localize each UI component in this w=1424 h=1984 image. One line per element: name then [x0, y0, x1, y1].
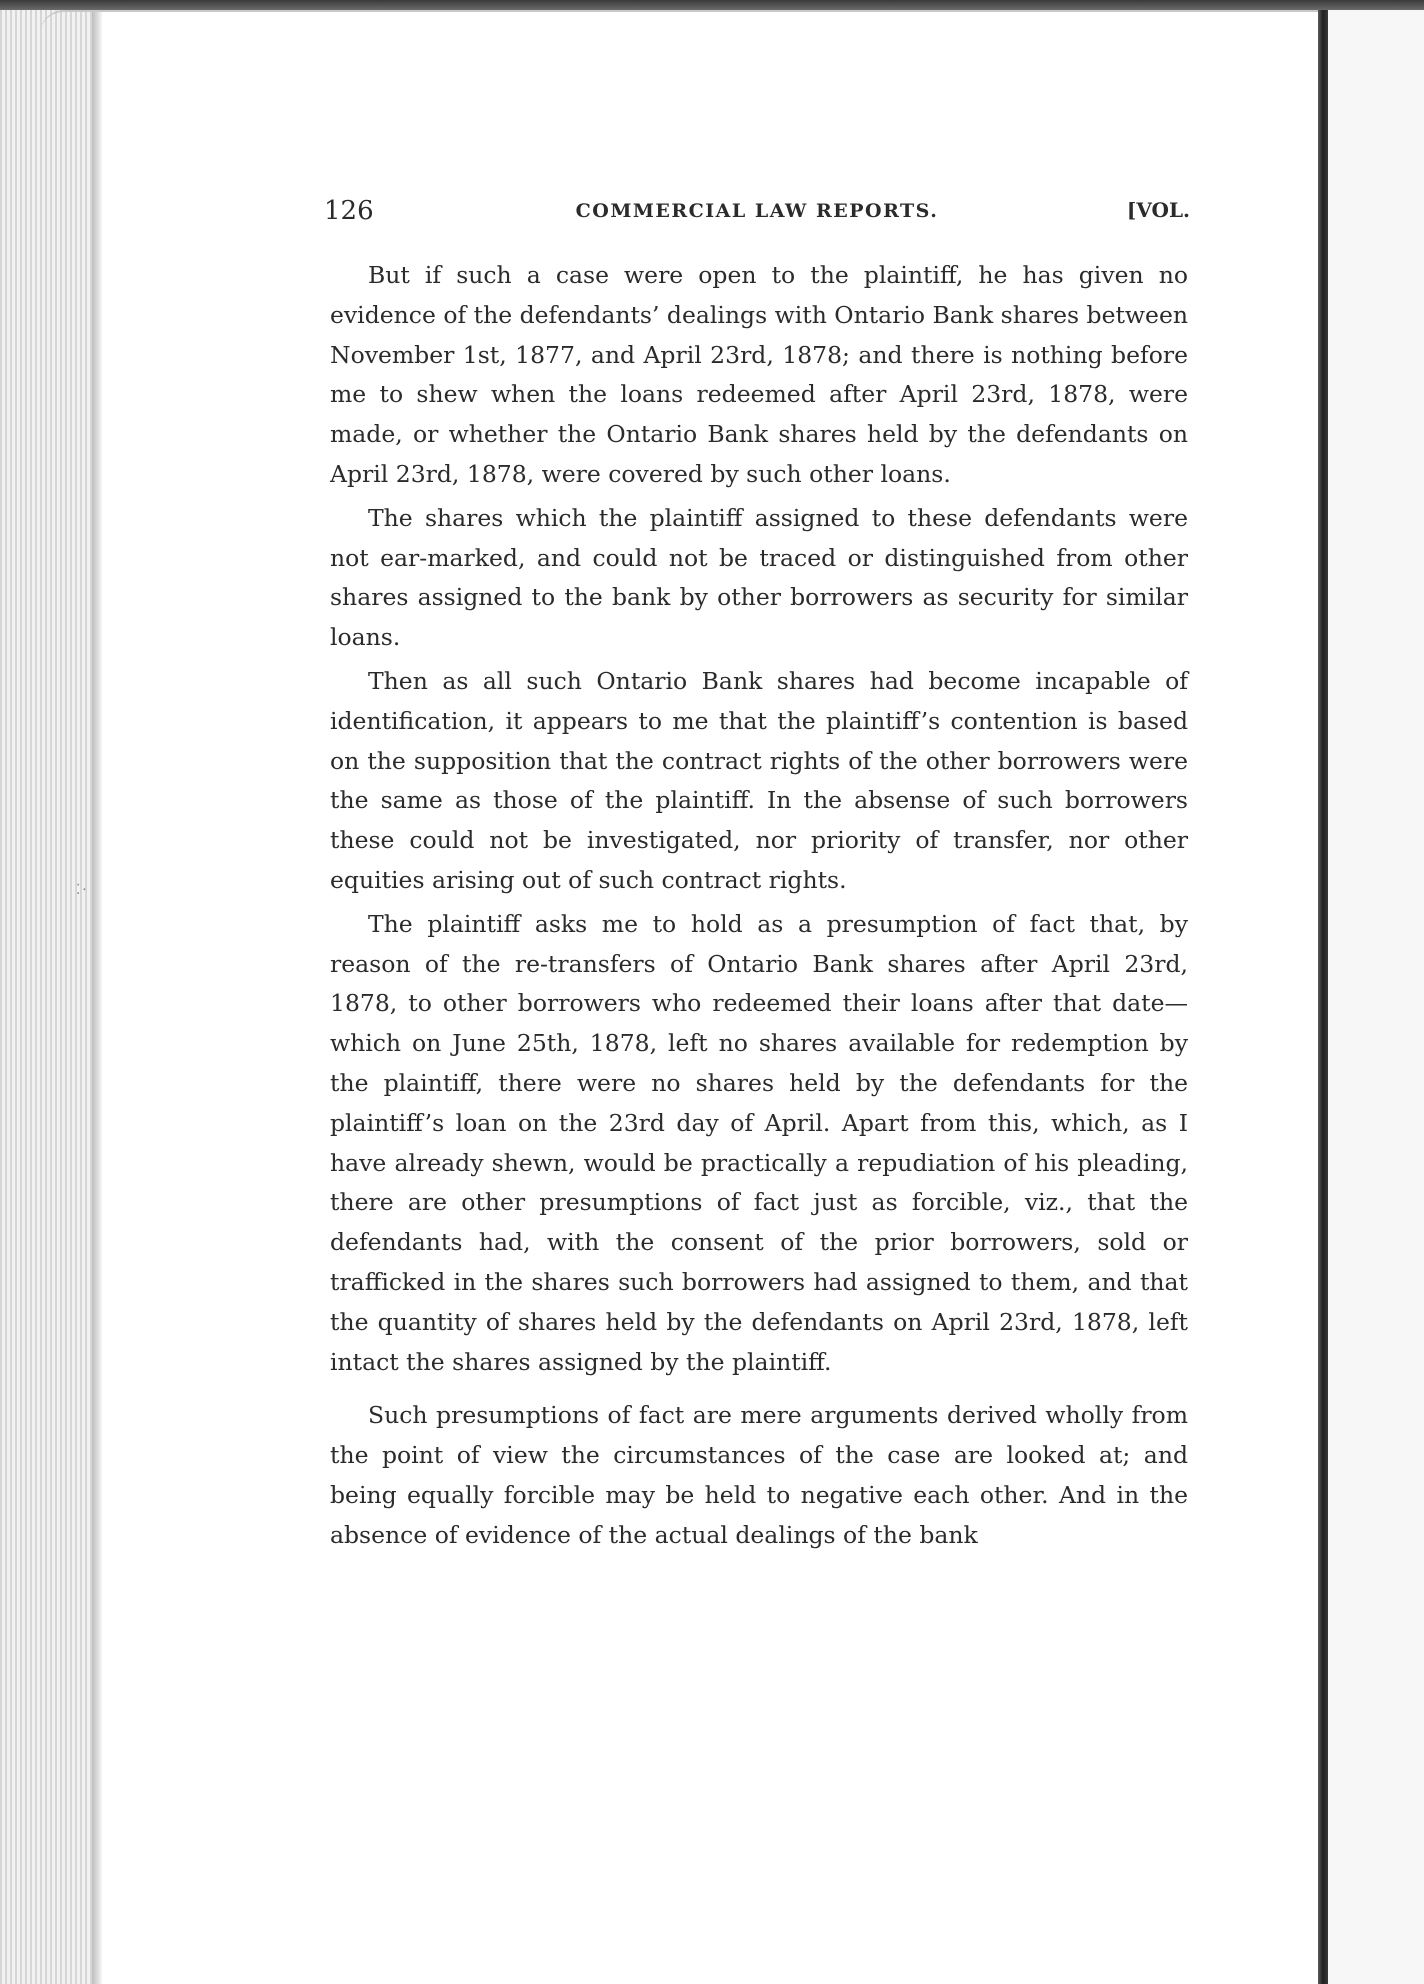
facing-page-edge — [1328, 10, 1424, 1984]
paragraph-4: The plaintiff asks me to hold as a presumption of fact that, by reason of the re-transfers of Ontario Bank shares after April 23rd, 1878, to other borrowers who redeemed their loans after that date—which on June 25th, 1878, left no shares available for redemption by the plaintiff, there were no shares held by the defendants for the plaintiff’s loan on the 23rd day of April. Apart from this, which, as I have already shewn, would be practically a repudiation of his pleading, there are other presumptions of fact just as forcible, viz., that the defendants had, with the consent of the prior borrowers, sold or trafficked in the shares such borrowers had assigned to them, and that the quantity of shares held by the defendants on April 23rd, 1878, left intact the shares assigned by the plaintiff. — [330, 909, 1188, 1376]
page-top-curve — [40, 10, 1320, 34]
running-header — [324, 196, 1190, 236]
paragraph-2: The shares which the plaintiff assigned to these defendants were not ear-marked, and could not be traced or distinguished from other shares assigned to the bank by other borrowers as security for similar loans. — [330, 503, 1188, 652]
running-title: COMMERCIAL LAW REPORTS. — [575, 200, 939, 222]
scan-top-edge — [0, 0, 1424, 10]
scan-speck: ⁚⸱ — [76, 882, 89, 898]
paragraph-1: But if such a case were open to the plaintiff, he has given no evidence of the defendants’ dealings with Ontario Bank shares between November 1st, 1877, and April 23rd, 1878; and there is nothing before me to shew when the loans redeemed after April 23rd, 1878, were made, or whether the Ontario Bank shares held by the defendants on April 23rd, 1878, were covered by such other loans. — [330, 261, 1188, 488]
volume-label: [VOL. — [1126, 198, 1190, 222]
page-stack-shadow — [92, 10, 102, 1984]
book-gutter — [1318, 10, 1328, 1984]
page-stack-edge — [0, 10, 92, 1984]
paragraph-5: Such presumptions of fact are mere arguments derived wholly from the point of view the circumstances of the case are looked at; and being equally forcible may be held to negative each other. And in the absence of evidence of the actual dealings of the bank — [330, 1401, 1188, 1549]
paragraph-3: Then as all such Ontario Bank shares had become incapable of identification, it appears to me that the plaintiff’s contention is based on the supposition that the contract rights of the other borrowers were the same as those of the plaintiff. In the absense of such borrowers these could not be investigated, nor priority of transfer, nor other equities arising out of such contract rights. — [330, 666, 1188, 894]
page-body — [330, 256, 1188, 1560]
page-number: 126 — [324, 196, 374, 226]
